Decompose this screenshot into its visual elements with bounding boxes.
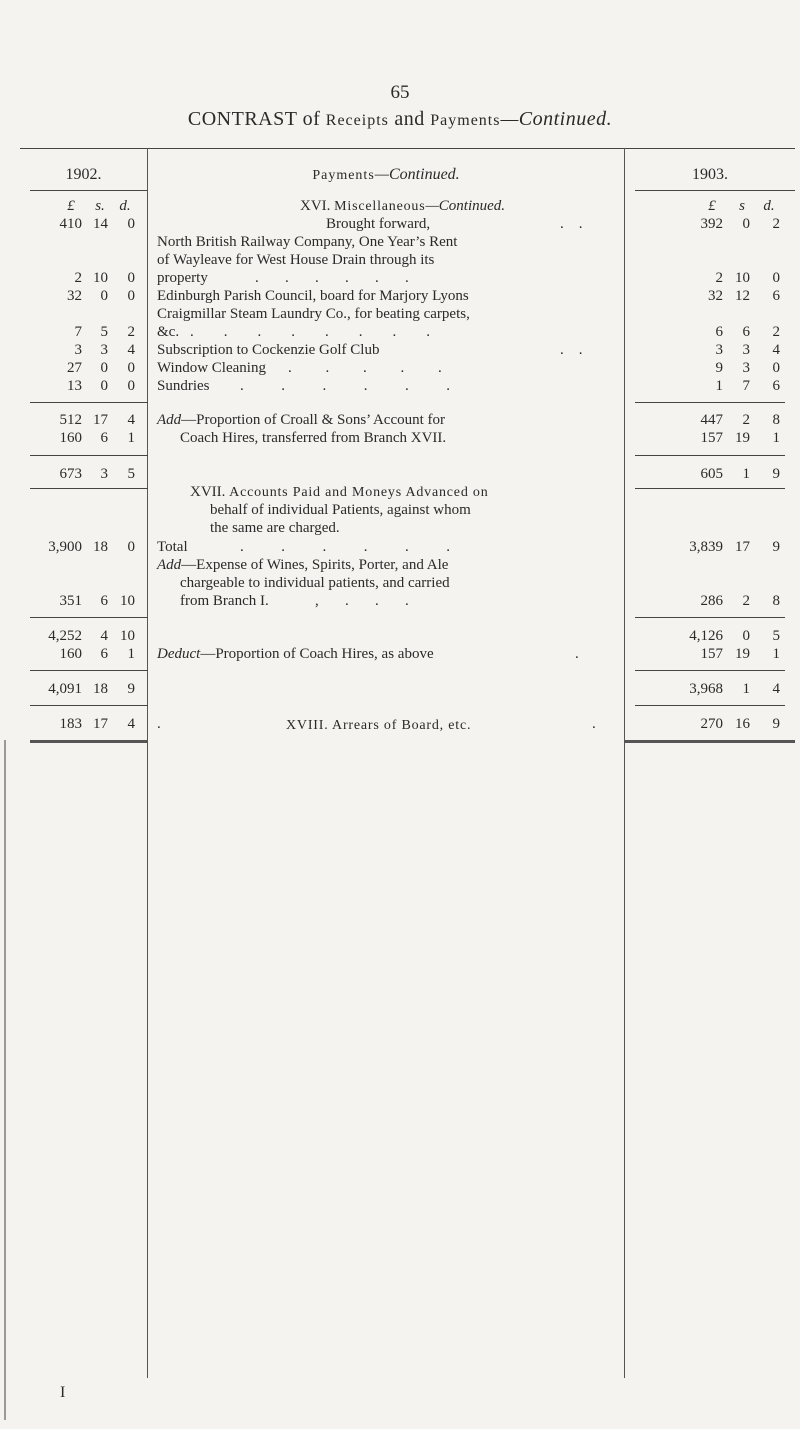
amount-pounds: 2 bbox=[74, 270, 82, 286]
amount-pence: 6 bbox=[772, 378, 780, 394]
amount-pence: 5 bbox=[127, 466, 135, 482]
item-text: of Wayleave for West House Drain through its bbox=[157, 252, 435, 268]
amount-shillings: 17 bbox=[93, 412, 108, 428]
amount-pence: 1 bbox=[772, 430, 780, 446]
section-xvii-heading bbox=[190, 484, 489, 502]
page-title bbox=[0, 108, 800, 131]
amount-pence: 9 bbox=[772, 716, 780, 732]
sum-rule bbox=[30, 670, 148, 671]
amount-shillings: 17 bbox=[93, 716, 108, 732]
section-xvi-name: Miscellaneous bbox=[334, 199, 426, 214]
title-receipts: Receipts bbox=[325, 112, 389, 129]
amount-shillings: 1 bbox=[742, 681, 750, 697]
amount-shillings: 3 bbox=[100, 342, 108, 358]
right-column-divider bbox=[624, 148, 625, 1378]
item-text: &c. bbox=[157, 324, 180, 340]
left-pence-unit: d. bbox=[119, 198, 131, 214]
left-header-rule bbox=[30, 190, 148, 191]
final-rule bbox=[30, 740, 148, 743]
sum-rule bbox=[30, 455, 148, 456]
amount-shillings: 0 bbox=[100, 378, 108, 394]
amount-pounds: 4,252 bbox=[48, 628, 82, 644]
amount-pounds: 2 bbox=[715, 270, 723, 286]
title-payments: Payments bbox=[430, 112, 501, 129]
amount-pence: 10 bbox=[120, 628, 135, 644]
title-continued: —Continued. bbox=[500, 108, 613, 130]
amount-pence: 4 bbox=[127, 412, 135, 428]
middle-header bbox=[148, 166, 624, 184]
total-rule bbox=[635, 488, 785, 489]
amount-pence: 1 bbox=[127, 430, 135, 446]
deduct-label: Deduct bbox=[157, 646, 201, 662]
total-label: Total bbox=[157, 539, 188, 555]
amount-shillings: 4 bbox=[100, 628, 108, 644]
amount-pounds: 6 bbox=[715, 324, 723, 340]
item-text: property bbox=[157, 270, 208, 286]
amount-pounds: 3 bbox=[715, 342, 723, 358]
amount-shillings: 1 bbox=[742, 466, 750, 482]
amount-shillings: 0 bbox=[742, 216, 750, 232]
amount-shillings: 0 bbox=[100, 288, 108, 304]
left-shilling-unit: s. bbox=[95, 198, 105, 214]
amount-pounds: 157 bbox=[700, 430, 723, 446]
brought-forward: Brought forward, bbox=[326, 216, 431, 232]
leader-dots: , . . . bbox=[315, 593, 409, 609]
amount-shillings: 17 bbox=[735, 539, 750, 555]
left-year-header: 1902. bbox=[65, 166, 102, 183]
amount-pence: 0 bbox=[127, 378, 135, 394]
sum-rule bbox=[635, 402, 785, 403]
amount-pence: 2 bbox=[772, 216, 780, 232]
amount-pounds: 27 bbox=[67, 360, 82, 376]
leader-dots: . bbox=[157, 716, 161, 732]
amount-pence: 0 bbox=[772, 360, 780, 376]
leader-dots: . bbox=[575, 646, 579, 662]
amount-shillings: 12 bbox=[735, 288, 750, 304]
amount-pence: 0 bbox=[127, 270, 135, 286]
amount-pounds: 4,126 bbox=[689, 628, 723, 644]
amount-pounds: 32 bbox=[67, 288, 82, 304]
add-wines-line1 bbox=[157, 557, 448, 575]
amount-pounds: 447 bbox=[700, 412, 723, 428]
amount-pounds: 9 bbox=[715, 360, 723, 376]
amount-pence: 8 bbox=[772, 593, 780, 609]
right-pound-unit: £ bbox=[708, 198, 716, 214]
section-xvii-name: Accounts Paid and Moneys Advanced on bbox=[229, 485, 489, 500]
section-xviii-heading: XVIII. Arrears of Board, etc. bbox=[286, 718, 472, 733]
right-header-rule bbox=[635, 190, 795, 191]
sum-rule bbox=[30, 402, 148, 403]
section-xvi-label: XVI. bbox=[300, 198, 331, 214]
amount-pence: 1 bbox=[772, 646, 780, 662]
sum-rule bbox=[30, 617, 148, 618]
total-rule bbox=[30, 705, 148, 706]
amount-pence: 5 bbox=[772, 628, 780, 644]
section-xvii-label: XVII. bbox=[190, 484, 226, 500]
amount-pence: 9 bbox=[127, 681, 135, 697]
amount-shillings: 6 bbox=[100, 430, 108, 446]
add-label: Add bbox=[157, 557, 182, 573]
item-text: Window Cleaning bbox=[157, 360, 266, 376]
amount-pounds: 673 bbox=[59, 466, 82, 482]
leader-dots: . . bbox=[560, 342, 583, 358]
item-text: North British Railway Company, One Year’s Rent bbox=[157, 234, 458, 250]
page-number: 65 bbox=[390, 82, 410, 103]
middle-heading-text: Payments bbox=[312, 168, 375, 183]
amount-pence: 1 bbox=[127, 646, 135, 662]
section-xvi-suffix: —Continued. bbox=[425, 198, 506, 214]
amount-shillings: 18 bbox=[93, 539, 108, 555]
sum-rule bbox=[635, 670, 785, 671]
amount-pence: 4 bbox=[772, 342, 780, 358]
amount-shillings: 3 bbox=[742, 360, 750, 376]
item-text: Craigmillar Steam Laundry Co., for beating carpets, bbox=[157, 306, 470, 322]
total-rule bbox=[30, 488, 148, 489]
amount-pounds: 32 bbox=[708, 288, 723, 304]
amount-pence: 9 bbox=[772, 539, 780, 555]
amount-pounds: 160 bbox=[59, 430, 82, 446]
final-rule bbox=[625, 740, 795, 743]
right-pence-unit: d. bbox=[763, 198, 775, 214]
amount-pounds: 183 bbox=[59, 716, 82, 732]
amount-pence: 4 bbox=[772, 681, 780, 697]
sum-rule bbox=[635, 455, 785, 456]
amount-pence: 8 bbox=[772, 412, 780, 428]
amount-pence: 0 bbox=[127, 539, 135, 555]
amount-shillings: 6 bbox=[742, 324, 750, 340]
amount-shillings: 7 bbox=[742, 378, 750, 394]
amount-pounds: 512 bbox=[59, 412, 82, 428]
leader-dots: . . . . . . bbox=[240, 539, 450, 555]
amount-pence: 2 bbox=[772, 324, 780, 340]
leader-dots: . . . . . bbox=[288, 360, 442, 376]
add-wines-line3: from Branch I. bbox=[180, 593, 269, 609]
title-and: and bbox=[394, 108, 425, 130]
amount-pence: 0 bbox=[127, 216, 135, 232]
section-xvi-heading bbox=[300, 198, 505, 216]
total-rule bbox=[635, 705, 785, 706]
add-coach-line2: Coach Hires, transferred from Branch XVII. bbox=[180, 430, 447, 446]
leader-dots: . . bbox=[560, 216, 583, 232]
amount-shillings: 2 bbox=[742, 593, 750, 609]
left-pound-unit: £ bbox=[67, 198, 75, 214]
amount-shillings: 5 bbox=[100, 324, 108, 340]
amount-pence: 9 bbox=[772, 466, 780, 482]
title-main: CONTRAST of bbox=[187, 108, 321, 130]
right-shilling-unit: s bbox=[739, 198, 745, 214]
right-year-header: 1903. bbox=[692, 166, 728, 183]
amount-pence: 4 bbox=[127, 716, 135, 732]
amount-shillings: 3 bbox=[742, 342, 750, 358]
add-wines-text1: —Expense of Wines, Spirits, Porter, and Ale bbox=[181, 557, 449, 573]
amount-pence: 0 bbox=[127, 288, 135, 304]
amount-shillings: 19 bbox=[735, 646, 750, 662]
amount-pounds: 3 bbox=[74, 342, 82, 358]
add-wines-line2: chargeable to individual patients, and carried bbox=[180, 575, 450, 591]
middle-heading-suffix: —Continued. bbox=[374, 166, 460, 183]
item-text: Sundries bbox=[157, 378, 210, 394]
leader-dots: . . . . . . bbox=[255, 270, 409, 286]
amount-pence: 2 bbox=[127, 324, 135, 340]
amount-pounds: 286 bbox=[700, 593, 723, 609]
amount-pence: 0 bbox=[772, 270, 780, 286]
amount-shillings: 10 bbox=[93, 270, 108, 286]
amount-shillings: 16 bbox=[735, 716, 750, 732]
amount-pounds: 270 bbox=[700, 716, 723, 732]
amount-shillings: 6 bbox=[100, 646, 108, 662]
deduct-text bbox=[157, 646, 434, 664]
sum-rule bbox=[635, 617, 785, 618]
table-top-rule bbox=[20, 148, 795, 149]
amount-pounds: 3,900 bbox=[48, 539, 82, 555]
amount-pounds: 13 bbox=[67, 378, 82, 394]
left-column-divider bbox=[147, 148, 148, 1378]
add-coach-text bbox=[157, 412, 445, 430]
amount-shillings: 3 bbox=[100, 466, 108, 482]
amount-pence: 0 bbox=[127, 360, 135, 376]
item-text: Edinburgh Parish Council, board for Marjory Lyons bbox=[157, 288, 469, 304]
leader-dots: . bbox=[592, 716, 596, 732]
amount-pounds: 157 bbox=[700, 646, 723, 662]
amount-shillings: 10 bbox=[735, 270, 750, 286]
add-label: Add bbox=[157, 412, 182, 428]
amount-pounds: 3,839 bbox=[689, 539, 723, 555]
amount-pounds: 410 bbox=[59, 216, 82, 232]
amount-shillings: 14 bbox=[93, 216, 108, 232]
amount-shillings: 0 bbox=[100, 360, 108, 376]
amount-pounds: 351 bbox=[59, 593, 82, 609]
item-text: Subscription to Cockenzie Golf Club bbox=[157, 342, 380, 358]
amount-shillings: 19 bbox=[735, 430, 750, 446]
add-coach-line1: —Proportion of Croall & Sons’ Account for bbox=[181, 412, 446, 428]
amount-pence: 4 bbox=[127, 342, 135, 358]
amount-shillings: 6 bbox=[100, 593, 108, 609]
leader-dots: . . . . . . bbox=[240, 378, 450, 394]
leader-dots: . . . . . . . . bbox=[190, 324, 430, 340]
page-edge bbox=[4, 740, 6, 1420]
amount-pounds: 605 bbox=[700, 466, 723, 482]
amount-shillings: 18 bbox=[93, 681, 108, 697]
section-xvii-line2: behalf of individual Patients, against whom bbox=[210, 502, 471, 518]
amount-pounds: 7 bbox=[74, 324, 82, 340]
amount-pounds: 160 bbox=[59, 646, 82, 662]
amount-pounds: 392 bbox=[700, 216, 723, 232]
amount-pence: 10 bbox=[120, 593, 135, 609]
section-xvii-line3: the same are charged. bbox=[210, 520, 340, 536]
amount-shillings: 0 bbox=[742, 628, 750, 644]
amount-pounds: 1 bbox=[715, 378, 723, 394]
amount-pounds: 4,091 bbox=[48, 681, 82, 697]
amount-pounds: 3,968 bbox=[689, 681, 723, 697]
deduct-line: —Proportion of Coach Hires, as above bbox=[200, 646, 434, 662]
amount-shillings: 2 bbox=[742, 412, 750, 428]
footer-mark: I bbox=[60, 1384, 66, 1401]
amount-pence: 6 bbox=[772, 288, 780, 304]
